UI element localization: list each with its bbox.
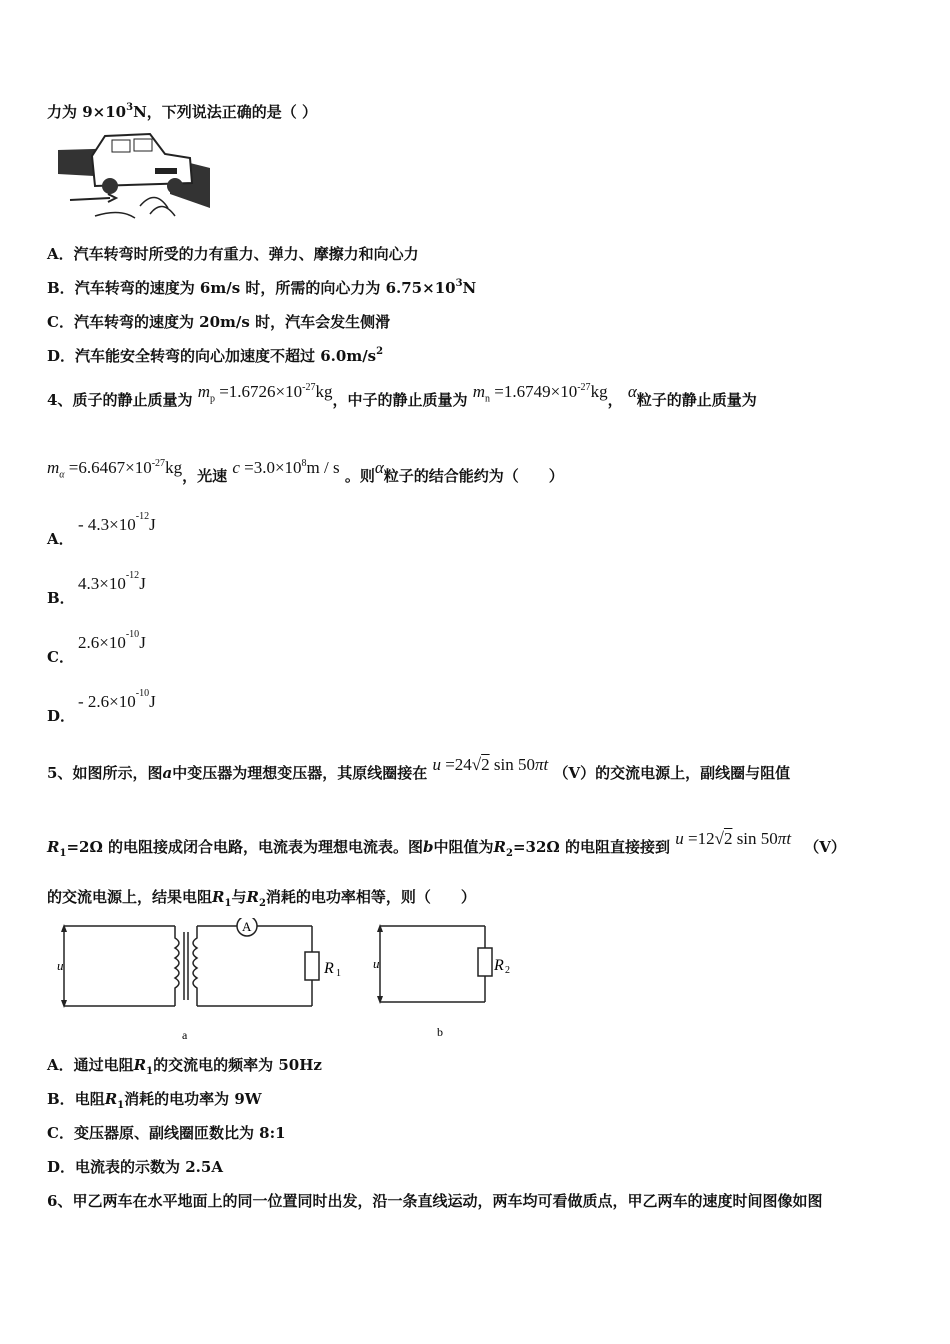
fig-a-r1-sub: 1 xyxy=(336,968,341,979)
circuit-figure xyxy=(50,918,510,1043)
q5-stem-line2: $R_1=2\Omega$ 的电阻接成闭合电路，电流表为理想电流表。图b中阻值为$R_2=32\Omega$ 的电阻直接接到 u =12√2 sin 50πt （V） xyxy=(47,829,846,859)
q4-option-b-value: $4.3\times 10^{-12}J$ xyxy=(78,570,146,593)
fig-a-caption: a xyxy=(182,1028,188,1042)
q4-option-a-letter: A． xyxy=(47,530,74,548)
q5-option-a: A．通过电阻$R_1$的交流电的频率为 50Hz xyxy=(47,1056,322,1077)
q4-option-b-letter: B． xyxy=(47,589,75,607)
fig-a-r1-label: R xyxy=(324,960,334,977)
q3-option-d: D．汽车能安全转弯的向心加速度不超过 $6.0m/s^2$ xyxy=(47,346,384,365)
q4-stem-line2: $m_\alpha =6.6467\times 10^{-27}kg$，光速 $c =3.0\times 10^8m / s$ 。则α粒子的结合能约为（ ） xyxy=(47,458,564,485)
q4-option-c-value: $2.6\times 10^{-10}J$ xyxy=(78,629,146,652)
q3-option-c: C．汽车转弯的速度为 20m/s 时，汽车会发生侧滑 xyxy=(47,313,391,331)
car-turning-figure xyxy=(50,128,215,223)
q4-option-d-value: - $2.6\times 10^{-10}J$ xyxy=(78,688,156,711)
q5-stem-line1: 5、如图所示，图a中变压器为理想变压器，其原线圈接在 u =24√2 sin 50πt （V）的交流电源上，副线圈与阻值 xyxy=(47,755,791,782)
q3-option-a: A．汽车转弯时所受的力有重力、弹力、摩擦力和向心力 xyxy=(47,245,419,263)
fig-b-u-label: u xyxy=(373,956,380,971)
q3-option-b: B．汽车转弯的速度为 6m/s 时，所需的向心力为 $6.75\times 10^3N$ xyxy=(47,278,477,297)
fig-a-u-label: u xyxy=(57,958,64,973)
q3-stem: 力为 $9\times 10^3N$，下列说法正确的是（ ） xyxy=(47,102,318,121)
q4-option-c-letter: C． xyxy=(47,648,74,666)
fig-b-caption: b xyxy=(437,1025,443,1039)
q5-option-d: D．电流表的示数为 2.5A xyxy=(47,1158,223,1176)
fig-b-r2-sub: 2 xyxy=(505,965,510,976)
fig-b-r2-label: R xyxy=(494,957,504,974)
q5-stem-line3: 的交流电源上，结果电阻$R_1$与$R_2$消耗的电功率相等，则（ ） xyxy=(47,888,476,909)
q5-option-c: C．变压器原、副线圈匝数比为 8:1 xyxy=(47,1124,286,1142)
q6-stem: 6、甲乙两车在水平地面上的同一位置同时出发，沿一条直线运动，两车均可看做质点，甲乙两车的速度时间图像如图 xyxy=(47,1192,823,1210)
q4-stem-line1: 4、质子的静止质量为 $m_p =1.6726\times 10^{-27}kg$，中子的静止质量为 $m_n =1.6749\times 10^{-27}kg$， α粒子的静止质量为 xyxy=(47,382,757,409)
q5-option-b: B．电阻$R_1$消耗的电功率为 9W xyxy=(47,1090,262,1111)
q4-option-d-letter: D． xyxy=(47,707,76,725)
ammeter-label: A xyxy=(242,919,252,934)
q4-option-a-value: - $4.3\times 10^{-12}J$ xyxy=(78,511,156,534)
